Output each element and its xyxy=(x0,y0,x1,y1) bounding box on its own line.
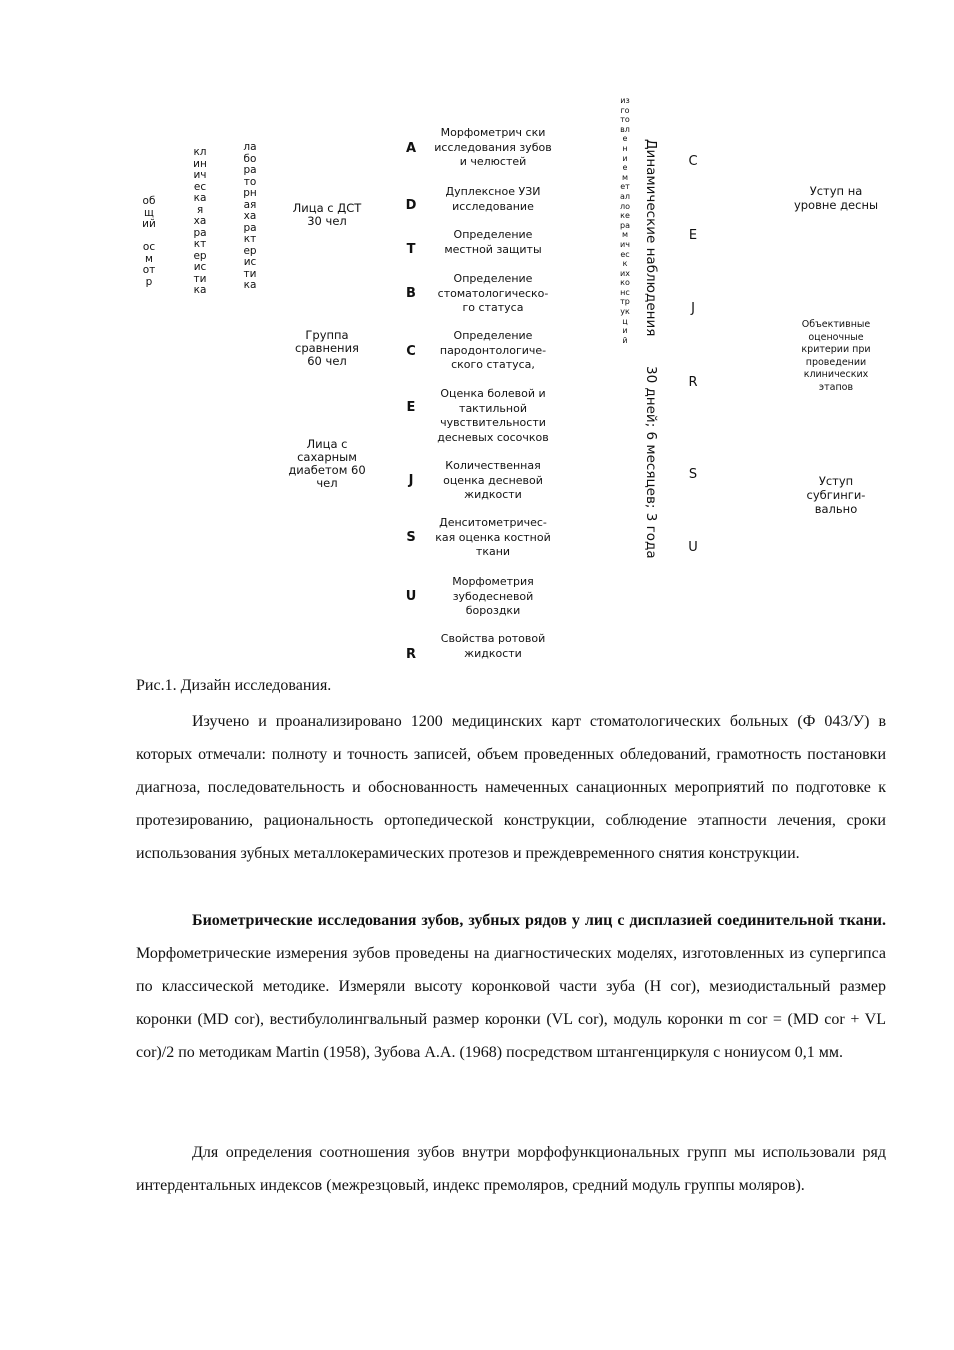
acronym-letter: S xyxy=(406,530,416,545)
acronym-letter: T xyxy=(406,242,416,257)
paragraph-3-text: Для определения соотношения зубов внутри морфофункциональных групп мы использовали ряд интердентальных индексов (межрезцовый, индекс премоляров, средний модуль группы моляров). xyxy=(136,1144,886,1194)
method-duplex-ultrasound: Дуплексное УЗИ исследование xyxy=(445,185,541,213)
acronym-letter: J xyxy=(408,473,414,488)
ce-letter: U xyxy=(688,540,698,555)
section-heading: Биометрические исследования зубов, зубных рядов у лиц с дисплазией соединительной ткани. xyxy=(192,912,886,929)
ce-letter: E xyxy=(688,228,698,243)
method-gingival-fluid: Количественная оценка десневой жидкости xyxy=(443,459,543,501)
column-clinical-characteristics: клиническая характеристика xyxy=(193,146,207,296)
paragraph-2 xyxy=(136,904,886,1069)
column-manufacturing-constructions: изготовлениеметаллокерамическихконструкций xyxy=(620,96,631,345)
method-periodontal-status: Определение пародонтологиче-ского статуса, xyxy=(439,329,547,371)
method-pain-sensitivity: Оценка болевой и тактильной чувствительности десневых сосочков xyxy=(437,387,549,444)
method-local-protection: Определение местной защиты xyxy=(444,228,542,256)
method-morphometry: Морфометрич ски исследования зубов и челюстей xyxy=(434,126,552,168)
figure-caption: Рис.1. Дизайн исследования. xyxy=(136,677,332,694)
dynamic-observation-label: Динамические наблюдения xyxy=(643,139,659,337)
method-oral-fluid: Свойства ротовой жидкости xyxy=(440,632,546,660)
acronym-letter: C xyxy=(406,344,416,359)
observation-period-label: 30 дней; 6 месяцев; 3 года xyxy=(643,366,659,559)
ce-letter: J xyxy=(691,301,695,316)
acronym-letter: E xyxy=(406,400,416,415)
acronym-letter: U xyxy=(405,589,417,604)
acronym-letter: D xyxy=(405,198,417,213)
ce-letter: R xyxy=(688,375,698,390)
group-dst: Лица с ДСТ 30 чел xyxy=(292,201,362,228)
method-sulcus-morphometry: Морфометрия зубодесневой бороздки xyxy=(452,575,534,617)
method-dental-status: Определение стоматологическо-го статуса xyxy=(437,272,549,314)
paragraph-2-text: Морфометрические измерения зубов проведены на диагностических моделях, изготовленных из супергипса по классической методике. Измеряли высоту коронковой части зуба (H cor), мезиодистальный размер коронки (MD cor), вестибулолингвальный размер коронки (VL cor), модуль коронки m cor = (MD cor + VL cor)/2 по методикам Martin (1958), Зубова А.А. (1968) посредством штангенциркуля с нониусом 0,1 мм. xyxy=(136,945,886,1061)
ce-letter: S xyxy=(688,467,698,482)
acronym-letter: B xyxy=(406,286,416,301)
method-densitometry: Денситометричес-кая оценка костной ткани xyxy=(435,516,551,558)
acronym-letter: R xyxy=(405,647,416,662)
group-comparison: Группа сравнения 60 чел xyxy=(295,328,359,368)
paragraph-3 xyxy=(136,1136,886,1202)
paragraph-1 xyxy=(136,705,886,870)
ce-letter: C xyxy=(688,154,698,169)
criterion-gingival-level: Уступ на уровне десны xyxy=(793,184,879,212)
criterion-objective: Объективные оценочные критерии при проведении клинических этапов xyxy=(801,319,871,393)
column-general-exam: общий осмотр xyxy=(142,195,156,288)
criterion-subgingival: Уступ субгинги-вально xyxy=(806,474,866,516)
paragraph-1-text: Изучено и проанализировано 1200 медицинских карт стоматологических больных (Ф 043/У) в которых отмечали: полноту и точность записей, объем проведенных обледований, грамотность постановки диагноза, последовательность и обоснованность намеченных санационных мероприятий по подготовке к протезированию, рациональность ортопедической конструкции, соблюдение этапности лечения, сроки использования зубных металлокерамических протезов и преждевременного снятия конструкции. xyxy=(136,713,886,862)
acronym-letter: A xyxy=(405,141,417,156)
column-laboratory-characteristics: лабораторная характеристика xyxy=(243,141,257,291)
group-diabetes: Лица с сахарным диабетом 60 чел xyxy=(288,437,366,490)
